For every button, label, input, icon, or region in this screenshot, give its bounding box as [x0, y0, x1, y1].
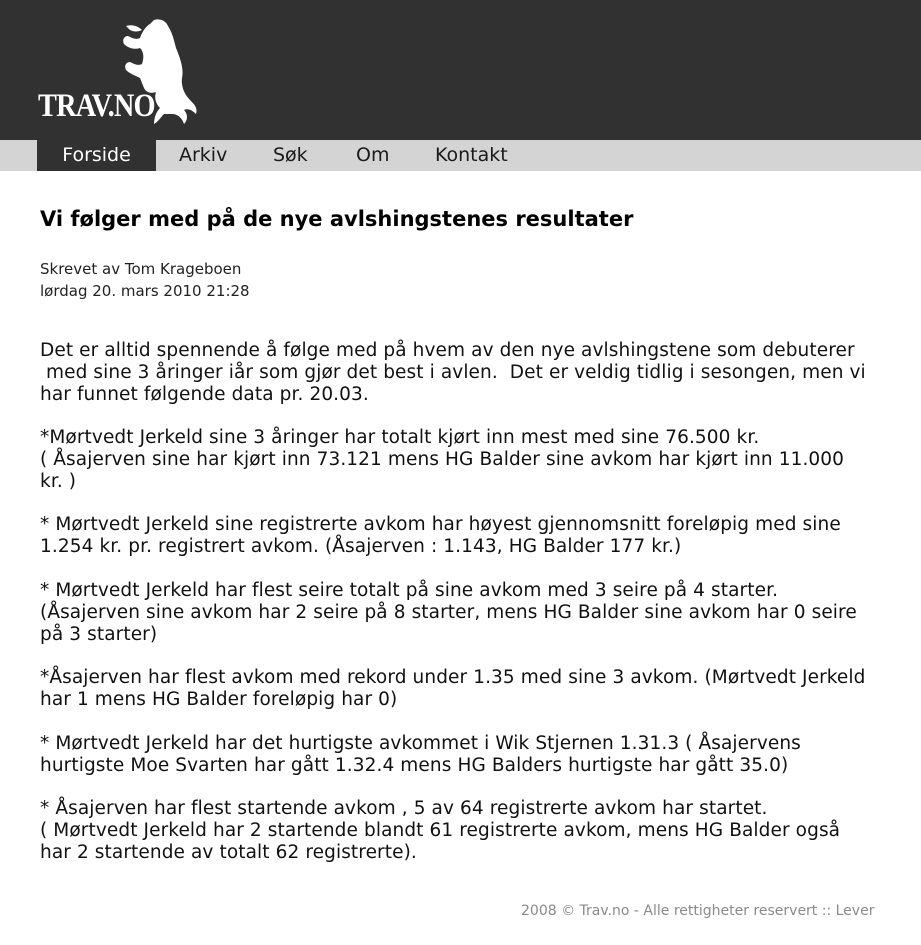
article-paragraph: * Mørtvedt Jerkeld har det hurtigste avkommet i Wik Stjernen 1.31.3 ( Åsajervens hurtigste Moe Svarten har gått 1.32.4 mens HG Balders hurtigste har gått 35.0)	[40, 733, 801, 776]
article-paragraph: * Mørtvedt Jerkeld sine registrerte avkom har høyest gjennomsnitt foreløpig med sine 1.254 kr. pr. registrert avkom. (Åsajerven : 1.143, HG Balder 177 kr.)	[40, 514, 841, 557]
nav-item-sok[interactable]: Søk	[273, 144, 308, 166]
nav-item-arkiv[interactable]: Arkiv	[179, 144, 228, 166]
article-paragraph: *Åsajerven har flest avkom med rekord under 1.35 med sine 3 avkom. (Mørtvedt Jerkeld har 1 mens HG Balder foreløpig har 0)	[40, 667, 866, 710]
article-paragraph: * Mørtvedt Jerkeld har flest seire totalt på sine avkom med 3 seire på 4 starter. (Åsajerven sine avkom har 2 seire på 8 starter, mens HG Balder sine avkom har 0 seire på 3 starter)	[40, 580, 857, 645]
nav-item-kontakt[interactable]: Kontakt	[435, 144, 508, 166]
article-paragraph: Det er alltid spennende å følge med på hvem av den nye avlshingstene som debuterer med sine 3 åringer iår som gjør det best i avlen. Det er veldig tidlig i sesongen, men vi har funnet følgende data pr. 20.03.	[40, 340, 866, 405]
logo-text: TRAV.NO	[38, 88, 155, 124]
footer-text: 2008 © Trav.no - Alle rettigheter reservert :: Lever	[521, 903, 875, 919]
nav-item-om[interactable]: Om	[356, 144, 390, 166]
article-author: Skrevet av Tom Krageboen	[40, 260, 242, 278]
site-header	[0, 0, 921, 140]
nav-item-forside[interactable]: Forside	[37, 140, 156, 171]
site-logo[interactable]	[38, 18, 208, 130]
main-nav	[0, 140, 921, 171]
article-meta	[40, 258, 250, 302]
article-date: lørdag 20. mars 2010 21:28	[40, 282, 250, 300]
article-paragraph: *Mørtvedt Jerkeld sine 3 åringer har totalt kjørt inn mest med sine 76.500 kr. ( Åsajerven sine har kjørt inn 73.121 mens HG Balder sine avkom har kjørt inn 11.000 kr. )	[40, 427, 845, 492]
article-title[interactable]: Vi følger med på de nye avlshingstenes resultater	[40, 207, 634, 231]
article-paragraph: * Åsajerven har flest startende avkom , 5 av 64 registrerte avkom har startet. ( Mørtvedt Jerkeld har 2 startende blandt 61 registrerte avkom, mens HG Balder også har 2 startende av totalt 62 registrerte).	[40, 798, 841, 863]
